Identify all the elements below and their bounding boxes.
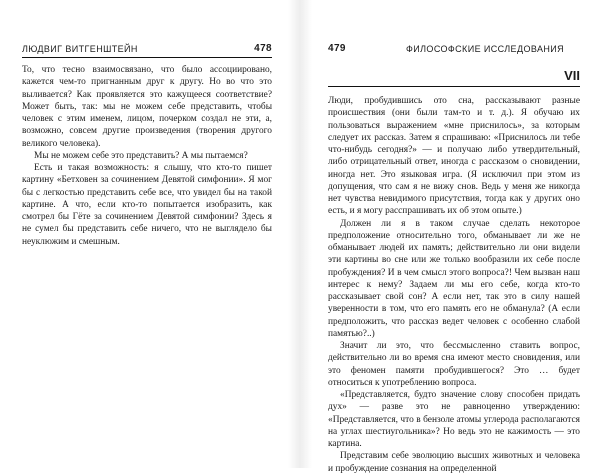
chapter-number: VII: [564, 68, 580, 83]
book-running-head: ФИЛОСОФСКИЕ ИССЛЕДОВАНИЯ: [406, 44, 565, 54]
paragraph: Должен ли я в таком случае сделать некоторое предположение относительно того, обманывает ли же не обманывает людей их память; действительно ли они видели эти картины во сне или же только вообразили их себе после пробуждения? И в чем смысл этого вопроса?! Чем вызван наш интерес к нему? Задаем ли мы его себе, когда кто-то рассказывает свой сон? А если нет, так это в силу нашей уверенности в том, что его память его не обманула? (А если предположить, что рассказ ведет человек с особенно слабой памятью?..): [328, 218, 580, 339]
right-header-rule: [328, 86, 580, 87]
paragraph: Люди, пробудившись ото сна, рассказывают разные происшествия (они были там-то и т. д.). Я обучаю их пользоваться выражением «мне приснилось», за которым следует их рассказ. Затем я спрашиваю: «Приснилось ли тебе что-нибудь сегодня?» — и получаю либо утвердительный, либо отрицательный ответ, иногда с рассказом о сновидении, иногда нет. Это языковая игра. (Я исключил при этом из допущения, что сам я не вижу снов. Ведь у меня же никогда нет чувства невидимого присутствия, тогда как у других оно есть, и я могу расспрашивать их об этом опыте.): [328, 96, 580, 217]
left-header-rule: [22, 57, 272, 58]
paragraph: Есть и такая возможность: я слышу, что кто-то пишет картину «Бетховен за сочинением Девятой симфонии». Я мог бы с легкостью представить себе все, что увидел бы на такой картине. А что, если кто-то попытается изобразить, как смотрел бы Гёте за сочинением Девятой симфонии? Здесь я не сумел бы представить себе ничего, что не выглядело бы неуклюжим и смешным.: [22, 163, 272, 247]
left-body-text: [22, 64, 272, 248]
author-running-head: ЛЮДВИГ ВИТГЕНШТЕЙН: [22, 44, 138, 54]
left-page: [0, 0, 300, 468]
right-body-text: [328, 95, 580, 475]
right-page-number: 479: [328, 43, 346, 54]
paragraph: «Представляется, будто значение слову способен придать дух» — разве это не равноценно утверждению: «Представляется, что в бензоле атомы углерода располагаются на углах шестиугольника»? Но ведь это не кажимость — это картина.: [328, 390, 580, 449]
paragraph: То, что тесно взаимосвязано, что было ассоциировано, кажется чем-то пригнанным друг к другу. Но во что это выливается? Как проявляется это кажущееся соответствие? Может быть, так: мы не можем себе представить, чтобы человек с этим именем, лицом, почерком создал не эти, а, возможно, совсем другие произведения (творения другого великого человека).: [22, 65, 272, 149]
left-page-number: 478: [254, 43, 272, 54]
paragraph: Представим себе эволюцию высших животных и человека и пробуждение сознания на определенной: [328, 451, 580, 474]
paragraph: Мы не можем себе это представить? А мы пытаемся?: [34, 150, 248, 161]
paragraph: Значит ли это, что бессмысленно ставить вопрос, действительно ли во время сна имеют место сновидения, или это феномен памяти пробудившегося? Это … будет относиться к употреблению вопроса.: [328, 341, 580, 388]
right-page: [300, 0, 600, 474]
